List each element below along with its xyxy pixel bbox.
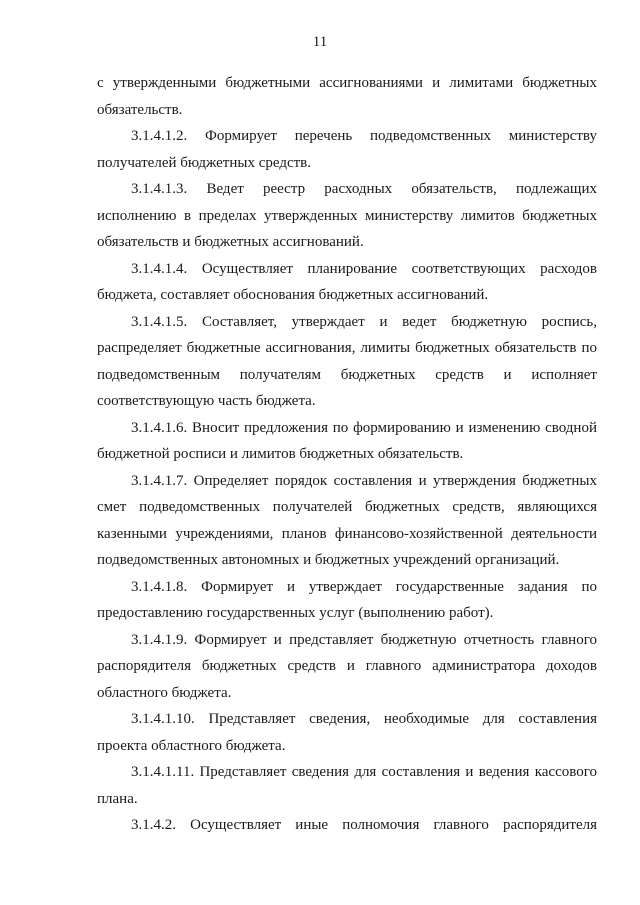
document-body: [97, 70, 597, 839]
paragraph-3-1-4-1-5: 3.1.4.1.5. Составляет, утверждает и ведет бюджетную роспись, распределяет бюджетные ассигнования, лимиты бюджетных обязательств по подведомственным получателям бюджетных средств и исполняет соответствующую часть бюджета.: [97, 313, 597, 409]
paragraph-3-1-4-1-2: 3.1.4.1.2. Формирует перечень подведомственных министерству получателей бюджетных средств.: [97, 128, 597, 171]
paragraph-3-1-4-1-4: 3.1.4.1.4. Осуществляет планирование соответствующих расходов бюджета, составляет обоснования бюджетных ассигнований.: [97, 260, 597, 303]
paragraph-3-1-4-1-6: 3.1.4.1.6. Вносит предложения по формированию и изменению сводной бюджетной росписи и лимитов бюджетных обязательств.: [97, 419, 597, 462]
paragraph-continuation: с утвержденными бюджетными ассигнованиями и лимитами бюджетных обязательств.: [97, 75, 597, 118]
paragraph-3-1-4-1-11: 3.1.4.1.11. Представляет сведения для составления и ведения кассового плана.: [97, 764, 597, 807]
page-number: 11: [312, 34, 328, 50]
paragraph-3-1-4-2: 3.1.4.2. Осуществляет иные полномочия главного распорядителя: [131, 817, 597, 833]
paragraph-3-1-4-1-7: 3.1.4.1.7. Определяет порядок составления и утверждения бюджетных смет подведомственных получателей бюджетных средств, являющихся казенными учреждениями, планов финансово-хозяйственной деятельности подведомственных автономных и бюджетных учреждений организаций.: [97, 472, 597, 568]
paragraph-3-1-4-1-3: 3.1.4.1.3. Ведет реестр расходных обязательств, подлежащих исполнению в пределах утвержденных министерству лимитов бюджетных обязательств и бюджетных ассигнований.: [97, 181, 597, 250]
paragraph-3-1-4-1-10: 3.1.4.1.10. Представляет сведения, необходимые для составления проекта областного бюджета.: [97, 711, 597, 754]
paragraph-3-1-4-1-8: 3.1.4.1.8. Формирует и утверждает государственные задания по предоставлению государственных услуг (выполнению работ).: [97, 578, 597, 621]
paragraph-3-1-4-1-9: 3.1.4.1.9. Формирует и представляет бюджетную отчетность главного распорядителя бюджетных средств и главного администратора доходов областного бюджета.: [97, 631, 597, 701]
